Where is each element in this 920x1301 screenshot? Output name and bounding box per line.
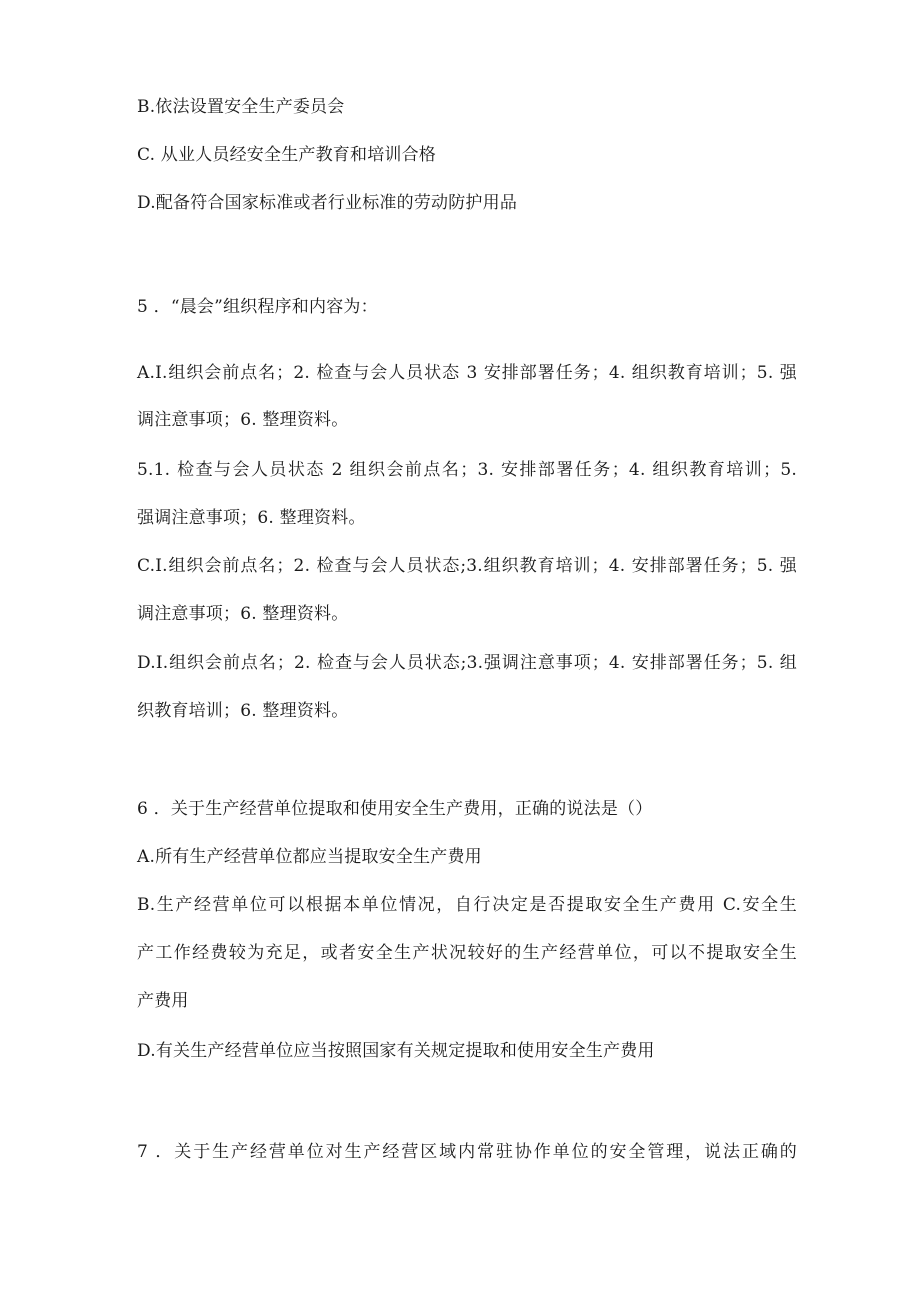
q5-option-c-line1: C.I.组织会前点名；2. 检查与会人员状态;3.组织教育培训；4. 安排部署任务；5. 强 — [137, 556, 797, 576]
q5-question: 5 ．“晨会”组织程序和内容为： — [137, 297, 378, 317]
q5-option-b-line2: 强调注意事项；6. 整理资料。 — [137, 508, 366, 528]
q6-option-d: D.有关生产经营单位应当按照国家有关规定提取和使用安全生产费用 — [137, 1041, 655, 1061]
q6-option-bc-line1: B.生产经营单位可以根据本单位情况，自行决定是否提取安全生产费用 C.安全生 — [137, 895, 797, 915]
q6-option-bc-line2: 产工作经费较为充足，或者安全生产状况较好的生产经营单位，可以不提取安全生 — [137, 943, 797, 963]
q6-question: 6 ．关于生产经营单位提取和使用安全生产费用，正确的说法是（） — [137, 799, 653, 819]
q5-option-b-line1: 5.1. 检查与会人员状态 2 组织会前点名；3. 安排部署任务；4. 组织教育培训；5. — [137, 460, 797, 480]
q5-option-a-line1: A.I.组织会前点名；2. 检查与会人员状态 3 安排部署任务；4. 组织教育培训；5. 强 — [137, 363, 797, 383]
q4-option-b: B.依法设置安全生产委员会 — [137, 97, 345, 117]
q5-option-a-line2: 调注意事项；6. 整理资料。 — [137, 410, 349, 430]
q7-question: 7 ．关于生产经营单位对生产经营区域内常驻协作单位的安全管理，说法正确的 — [137, 1142, 797, 1162]
q5-option-d-line2: 织教育培训；6. 整理资料。 — [137, 701, 349, 721]
q5-option-c-line2: 调注意事项；6. 整理资料。 — [137, 604, 349, 624]
q4-option-c: C. 从业人员经安全生产教育和培训合格 — [137, 145, 437, 165]
q5-option-d-line1: D.I.组织会前点名；2. 检查与会人员状态;3.强调注意事项；4. 安排部署任务；5. 组 — [137, 653, 797, 673]
q6-option-bc-line3: 产费用 — [137, 991, 189, 1011]
q6-option-a: A.所有生产经营单位都应当提取安全生产费用 — [137, 847, 482, 867]
q4-option-d: D.配备符合国家标准或者行业标准的劳动防护用品 — [137, 193, 518, 213]
